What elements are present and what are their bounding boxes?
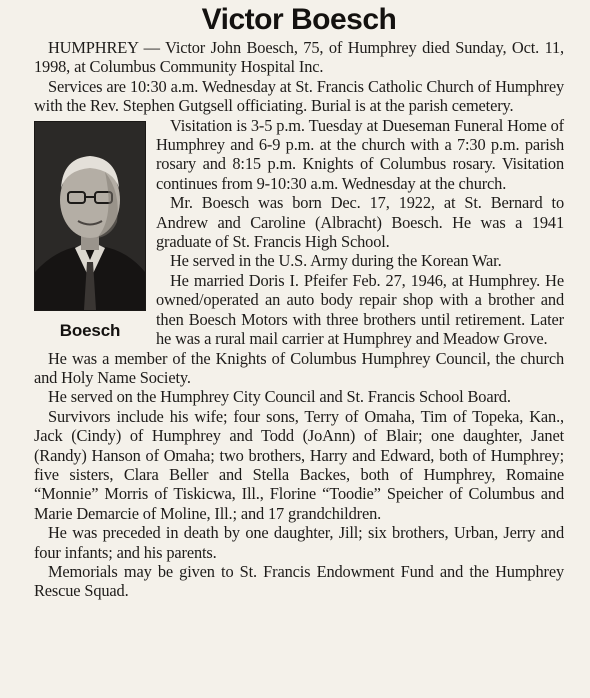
- paragraph-military: He served in the U.S. Army during the Korean War.: [170, 251, 502, 271]
- paragraph-services: Services are 10:30 a.m. Wednesday at St. Francis Catholic Church of Humphrey with the Rev. Stephen Gutgsell officiating. Burial is at the parish cemetery.: [34, 76, 564, 116]
- paragraph-preceded: He was preceded in death by one daughter, Jill; six brothers, Urban, Jerry and four infants; and his parents.: [34, 523, 564, 562]
- photo-block: [34, 121, 146, 340]
- portrait-photo-icon: [35, 122, 145, 310]
- article-body: [34, 38, 564, 601]
- paragraph-marriage-career: He married Doris I. Pfeifer Feb. 27, 1946, at Humphrey. He owned/operated an auto body repair shop with a brother and then Boesch Motors with three brothers until retirement. Later he was a rural mail carrier at Humphrey and Meadow Grove.: [156, 270, 564, 349]
- paragraph-civic-service: He served on the Humphrey City Council and St. Francis School Board.: [48, 387, 511, 407]
- paragraph-visitation: Visitation is 3-5 p.m. Tuesday at Dueseman Funeral Home of Humphrey and 6-9 p.m. at the church with a 7:30 p.m. parish rosary and 8:15 p.m. Knights of Columbus rosary. Visitation continues from 9-10:30 a.m. Wednesday at the church.: [156, 115, 564, 193]
- paragraph-intro: HUMPHREY — Victor John Boesch, 75, of Humphrey died Sunday, Oct. 11, 1998, at Columbus Community Hospital Inc.: [34, 38, 564, 77]
- paragraph-memberships: He was a member of the Knights of Columbus Humphrey Council, the church and Holy Name Society.: [34, 348, 564, 387]
- paragraph-birth: Mr. Boesch was born Dec. 17, 1922, at St. Bernard to Andrew and Caroline (Albracht) Boesch. He was a 1941 graduate of St. Francis High School.: [156, 193, 564, 252]
- paragraph-memorials: Memorials may be given to St. Francis Endowment Fund and the Humphrey Rescue Squad.: [34, 561, 564, 601]
- portrait-photo: [34, 121, 146, 311]
- headline: Victor Boesch: [201, 3, 397, 36]
- paragraph-survivors: Survivors include his wife; four sons, Terry of Omaha, Tim of Topeka, Kan., Jack (Cindy) of Humphrey and Todd (JoAnn) of Blair; one daughter, Janet (Randy) Hanson of Omaha; two brothers, Harry and Edward, both of Humphrey; five sisters, Clara Beller and Stella Backes, both of Humphrey, Romaine “Monnie” Morris of Tiskicwa, Ill., Florine “Toodie” Speicher of Columbus and Marie Demarcie of Moline, Ill.; and 17 grandchildren.: [34, 406, 564, 523]
- photo-caption: Boesch: [59, 320, 121, 340]
